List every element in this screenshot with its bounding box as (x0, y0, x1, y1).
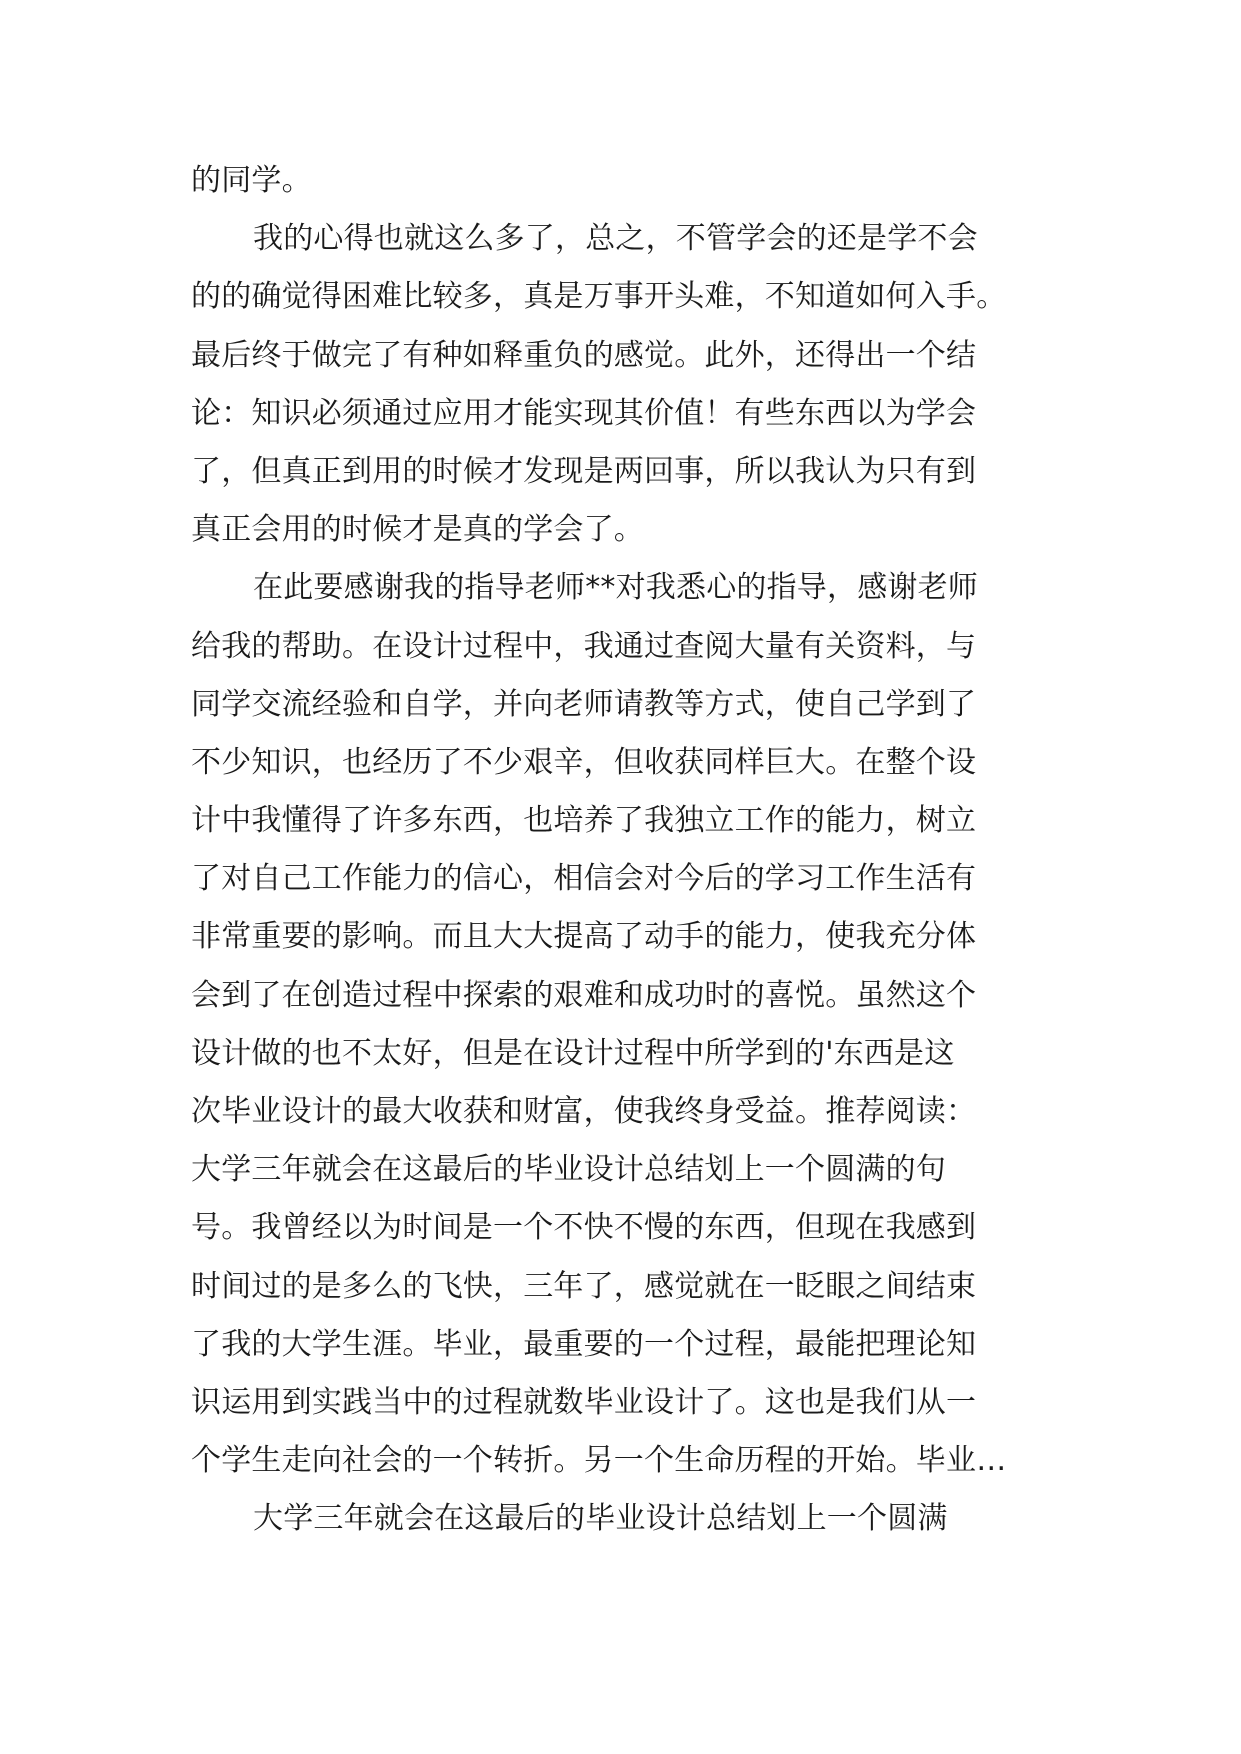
paragraph-start-line: 我的心得也就这么多了，总之，不管学会的还是学不会 (253, 221, 978, 257)
text-line: 识运用到实践当中的过程就数毕业设计了。这也是我们从一 (191, 1384, 977, 1420)
text-line: 号。我曾经以为时间是一个不快不慢的东西，但现在我感到 (191, 1210, 977, 1246)
text-line: 时间过的是多么的飞快，三年了，感觉就在一眨眼之间结束 (191, 1268, 977, 1304)
text-line: 真正会用的时候才是真的学会了。 (191, 512, 644, 548)
text-line: 次毕业设计的最大收获和财富，使我终身受益。推荐阅读： (191, 1094, 977, 1129)
text-line: 不少知识，也经历了不少艰辛，但收获同样巨大。在整个设 (191, 744, 977, 780)
text-line: 同学交流经验和自学，并向老师请教等方式，使自己学到了 (191, 686, 977, 722)
body-text (191, 152, 1053, 1549)
text-line: 个学生走向社会的一个转折。另一个生命历程的开始。毕业… (191, 1443, 1007, 1479)
text-line: 非常重要的影响。而且大大提高了动手的能力，使我充分体 (191, 919, 977, 955)
text-line: 了我的大学生涯。毕业，最重要的一个过程，最能把理论知 (191, 1326, 977, 1362)
text-line: 的同学。 (191, 163, 312, 198)
text-line: 计中我懂得了许多东西，也培养了我独立工作的能力，树立 (191, 803, 977, 839)
text-line: 最后终于做完了有种如释重负的感觉。此外，还得出一个结 (191, 337, 977, 373)
text-line: 论：知识必须通过应用才能实现其价值！有些东西以为学会 (191, 395, 977, 431)
paragraph-start-line: 在此要感谢我的指导老师**对我悉心的指导，感谢老师 (253, 570, 978, 606)
text-line: 的的确觉得困难比较多，真是万事开头难，不知道如何入手。 (191, 279, 1007, 315)
paragraph-start-line: 大学三年就会在这最后的毕业设计总结划上一个圆满 (253, 1501, 948, 1537)
text-line: 了，但真正到用的时候才发现是两回事，所以我认为只有到 (191, 453, 977, 489)
text-line: 会到了在创造过程中探索的艰难和成功时的喜悦。虽然这个 (191, 977, 977, 1013)
text-line: 了对自己工作能力的信心，相信会对今后的学习工作生活有 (191, 861, 977, 897)
text-line: 大学三年就会在这最后的毕业设计总结划上一个圆满的句 (191, 1152, 946, 1188)
text-line: 设计做的也不太好，但是在设计过程中所学到的'东西是这 (191, 1035, 955, 1071)
text-line: 给我的帮助。在设计过程中，我通过查阅大量有关资料，与 (191, 628, 977, 664)
